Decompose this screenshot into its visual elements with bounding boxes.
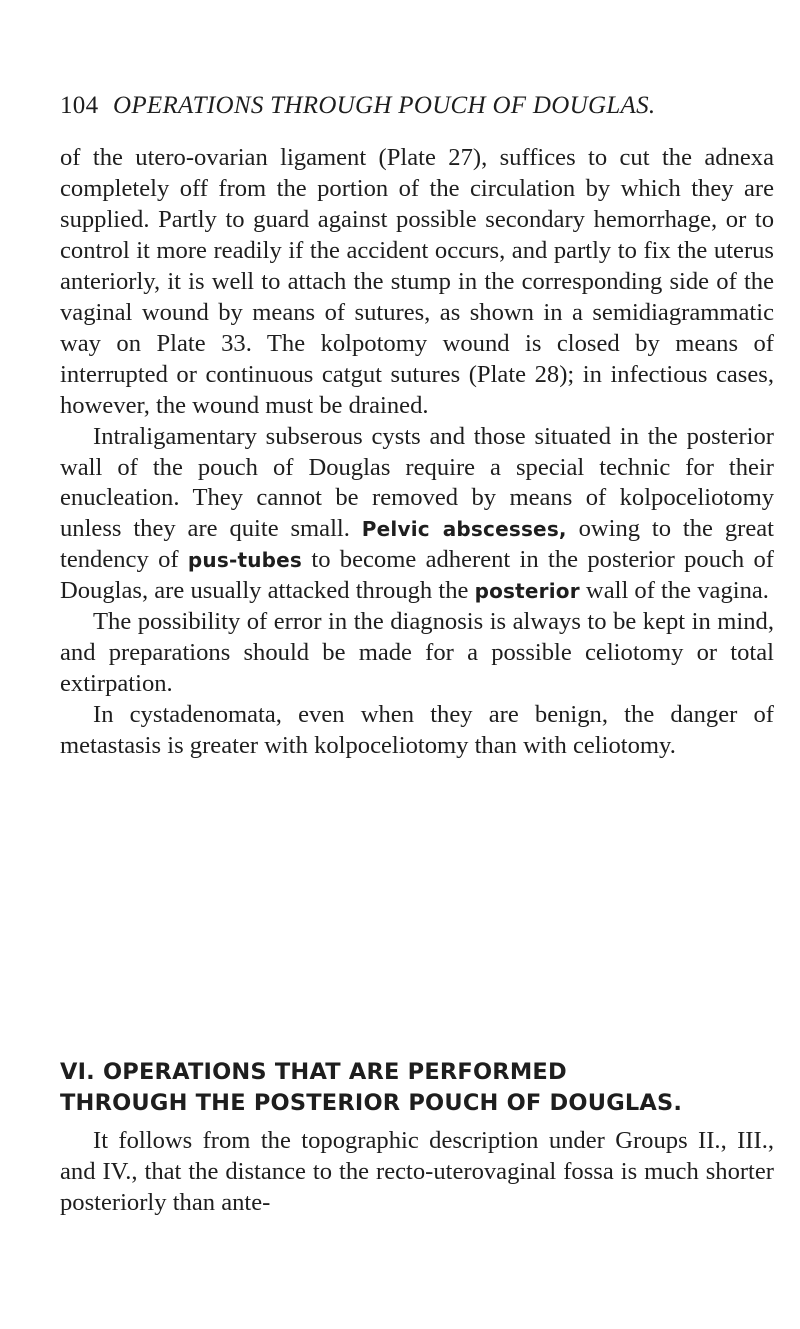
paragraph-1: of the utero-ovarian ligament (Plate 27), suffices to cut the adnexa completely off from the portion of the circulation by which they are supplied. Partly to guard against possible secondary hemorrhage, or to control it more readily if the accident occurs, and partly to fix the uterus anteriorly, it is well to attach the stump in the corresponding side of the vaginal wound by means of sutures, as shown in a semidiagrammatic way on Plate 33. The kolpotomy wound is closed by means of interrupted or continuous catgut sutures (Plate 28); in infectious cases, however, the wound must be drained.	[60, 144, 774, 419]
paragraph-2-text-b: owing to the great tendency of	[60, 515, 774, 574]
bold-term-pus-tubes: pus-tubes	[187, 548, 303, 573]
section-heading-line-2: THROUGH THE POSTERIOR POUCH OF DOUGLAS.	[60, 1090, 683, 1116]
paragraph-3: The possibility of error in the diagnosis is always to be kept in mind, and preparations should be made for a possible celiotomy or total extirpation.	[60, 608, 774, 698]
paragraph-2-text-c: to become adherent in the posterior pouch of Douglas, are usually attacked through the	[60, 546, 774, 605]
paragraph-4: In cystadenomata, even when they are benign, the danger of metastasis is greater with kolpoceliotomy than with celiotomy.	[60, 701, 774, 760]
bold-term-posterior: posterior	[474, 579, 580, 604]
section-heading-line-1: VI. OPERATIONS THAT ARE PERFORMED	[60, 1059, 567, 1085]
running-title: OPERATIONS THROUGH POUCH OF DOUGLAS.	[112, 92, 656, 119]
section-body	[60, 1125, 774, 1218]
body-text	[60, 143, 774, 762]
section-heading	[60, 1057, 774, 1119]
bold-term-pelvic-abscesses: Pelvic abscesses,	[361, 517, 567, 542]
paragraph-2	[60, 422, 774, 608]
paragraph-2-text-a: Intraligamentary subserous cysts and those situated in the posterior wall of the pouch of Douglas require a special technic for their enucleation. They cannot be removed by means of kolpoceliotomy unless they are quite small.	[60, 422, 774, 543]
page-number: 104	[60, 92, 99, 119]
running-head	[60, 91, 760, 121]
paragraph-2-text-d: wall of the vagina.	[579, 577, 769, 605]
section-paragraph-1: It follows from the topographic description under Groups II., III., and IV., that the distance to the recto-uterovaginal fossa is much shorter posteriorly than ante-	[60, 1127, 774, 1216]
